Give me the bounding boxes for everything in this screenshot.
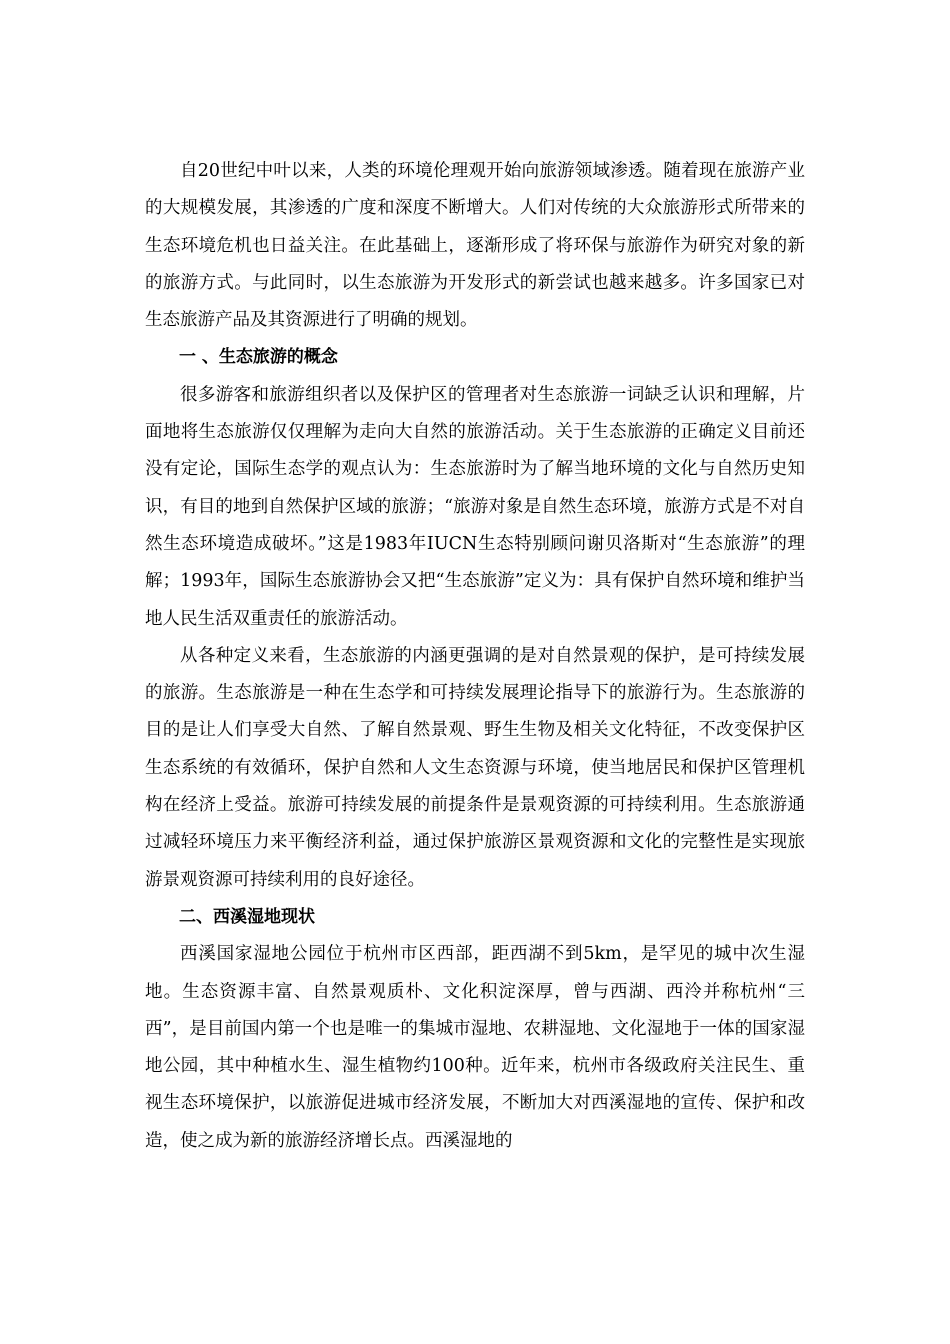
intro-paragraph: 自20世纪中叶以来，人类的环境伦理观开始向旅游领域渗透。随着现在旅游产业的大规模发展，其渗透的广度和深度不断增大。人们对传统的大众旅游形式所带来的生态环境危机也日益关注。在此基础上，逐渐形成了将环保与旅游作为研究对象的新的旅游方式。与此同时，以生态旅游为开发形式的新尝试也越来越多。许多国家已对生态旅游产品及其资源进行了明确的规划。	[145, 161, 805, 331]
body-paragraph: 很多游客和旅游组织者以及保护区的管理者对生态旅游一词缺乏认识和理解，片面地将生态旅游仅仅理解为走向大自然的旅游活动。关于生态旅游的正确定义目前还没有定论，国际生态学的观点认为：生态旅游时为了解当地环境的文化与自然历史知识，有目的地到自然保护区域的旅游；“旅游对象是自然生态环境，旅游方式是不对自然生态环境造成破坏。”这是1983年IUCN生态特别顾问谢贝洛斯对“生态旅游”的理解；1993年，国际生态旅游协会又把“生态旅游”定义为：具有保护自然环境和维护当地人民生活双重责任的旅游活动。	[145, 384, 805, 629]
section-heading-xixi-wetland-status: 二、西溪湿地现状	[179, 906, 315, 927]
document-body	[145, 153, 805, 1160]
section-heading-ecotourism-concept: 一 、生态旅游的概念	[179, 347, 338, 368]
body-paragraph: 西溪国家湿地公园位于杭州市区西部，距西湖不到5km，是罕见的城中次生湿地。生态资源丰富、自然景观质朴、文化积淀深厚，曾与西湖、西泠并称杭州“三西”，是目前国内第一个也是唯一的集城市湿地、农耕湿地、文化湿地于一体的国家湿地公园，其中种植水生、湿生植物约100种。近年来，杭州市各级政府关注民生、重视生态环境保护，以旅游促进城市经济发展，不断加大对西溪湿地的宣传、保护和改造，使之成为新的旅游经济增长点。西溪湿地的	[145, 944, 805, 1151]
body-paragraph: 从各种定义来看，生态旅游的内涵更强调的是对自然景观的保护，是可持续发展的旅游。生态旅游是一种在生态学和可持续发展理论指导下的旅游行为。生态旅游的目的是让人们享受大自然、了解自然景观、野生生物及相关文化特征，不改变保护区生态系统的有效循环，保护自然和人文生态资源与环境，使当地居民和保护区管理机构在经济上受益。旅游可持续发展的前提条件是景观资源的可持续利用。生态旅游通过减轻环境压力来平衡经济利益，通过保护旅游区景观资源和文化的完整性是实现旅游景观资源可持续利用的良好途径。	[145, 645, 805, 890]
